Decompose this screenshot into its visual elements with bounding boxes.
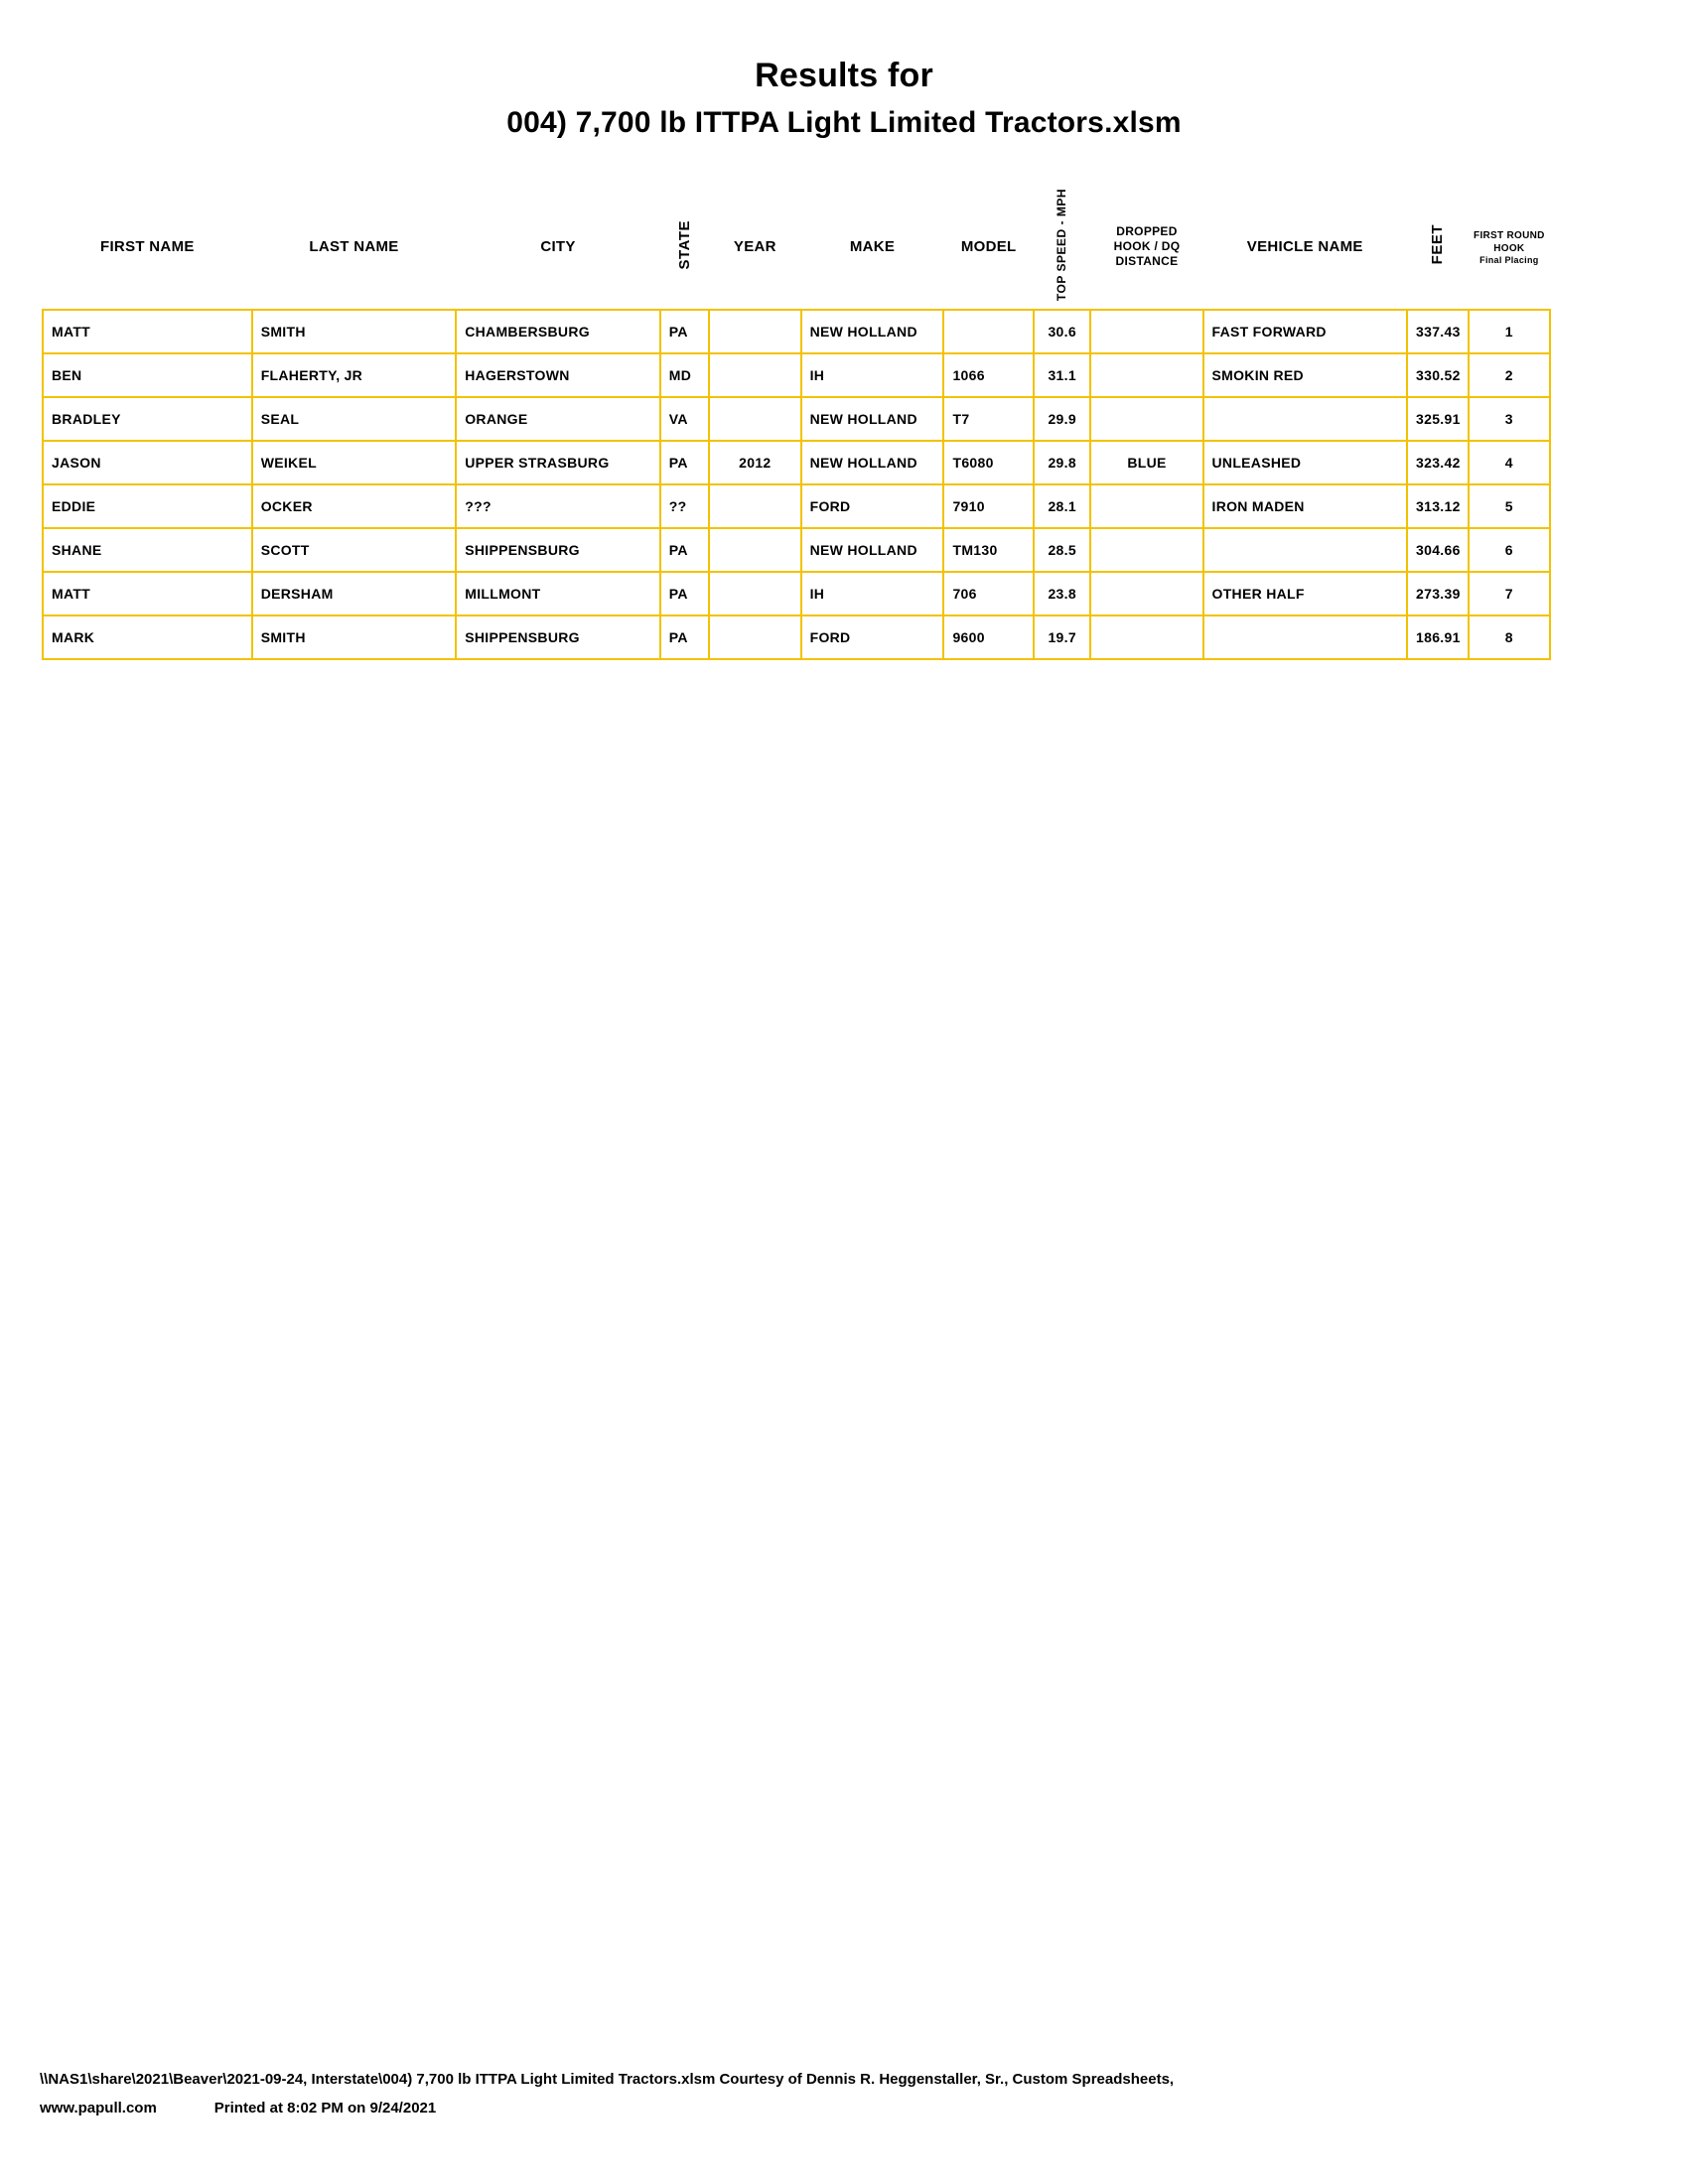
cell-placing: 8 xyxy=(1469,615,1550,659)
document-footer xyxy=(40,2066,1174,2122)
header-final-placing xyxy=(1469,185,1550,310)
cell-dropped xyxy=(1090,484,1202,528)
cell-dropped xyxy=(1090,615,1202,659)
cell-top-speed: 31.1 xyxy=(1034,353,1091,397)
cell-placing: 2 xyxy=(1469,353,1550,397)
cell-feet: 273.39 xyxy=(1407,572,1469,615)
cell-model: TM130 xyxy=(943,528,1033,572)
cell-year xyxy=(709,528,800,572)
header-model: MODEL xyxy=(960,238,1017,256)
header-top-speed-label: TOP SPEED - MPH xyxy=(1055,189,1069,302)
cell-city: SHIPPENSBURG xyxy=(456,528,660,572)
cell-first-name: SHANE xyxy=(43,528,252,572)
cell-state: PA xyxy=(660,528,709,572)
cell-model: 7910 xyxy=(943,484,1033,528)
cell-state: PA xyxy=(660,441,709,484)
cell-feet: 323.42 xyxy=(1407,441,1469,484)
cell-vehicle-name: IRON MADEN xyxy=(1203,484,1408,528)
cell-feet: 313.12 xyxy=(1407,484,1469,528)
results-table-body xyxy=(43,310,1550,659)
cell-dropped xyxy=(1090,528,1202,572)
cell-vehicle-name: OTHER HALF xyxy=(1203,572,1408,615)
cell-top-speed: 29.9 xyxy=(1034,397,1091,441)
cell-state: PA xyxy=(660,615,709,659)
cell-make: NEW HOLLAND xyxy=(801,528,944,572)
cell-last-name: SCOTT xyxy=(252,528,457,572)
header-dropped-line-2: HOOK / DQ xyxy=(1113,239,1181,254)
title-line-1: Results for xyxy=(755,57,933,94)
cell-year: 2012 xyxy=(709,441,800,484)
cell-last-name: SMITH xyxy=(252,615,457,659)
table-row xyxy=(43,397,1550,441)
cell-placing: 1 xyxy=(1469,310,1550,353)
cell-model: 1066 xyxy=(943,353,1033,397)
header-state-label: STATE xyxy=(675,219,693,270)
cell-last-name: SEAL xyxy=(252,397,457,441)
cell-feet: 304.66 xyxy=(1407,528,1469,572)
cell-first-name: EDDIE xyxy=(43,484,252,528)
cell-vehicle-name xyxy=(1203,397,1408,441)
cell-city: UPPER STRASBURG xyxy=(456,441,660,484)
results-table xyxy=(42,185,1551,660)
header-dropped-line-1: DROPPED xyxy=(1116,224,1178,239)
cell-make: FORD xyxy=(801,484,944,528)
cell-state: PA xyxy=(660,572,709,615)
header-feet-label: FEET xyxy=(1429,224,1447,265)
title-line-2: 004) 7,700 lb ITTPA Light Limited Tractors.xlsm xyxy=(506,105,1182,139)
cell-state: ?? xyxy=(660,484,709,528)
cell-top-speed: 28.1 xyxy=(1034,484,1091,528)
cell-top-speed: 23.8 xyxy=(1034,572,1091,615)
header-dropped-line-3: DISTANCE xyxy=(1115,254,1179,269)
footer-printed: Printed at 8:02 PM on 9/24/2021 xyxy=(213,2099,437,2116)
cell-first-name: BRADLEY xyxy=(43,397,252,441)
cell-first-name: JASON xyxy=(43,441,252,484)
cell-make: IH xyxy=(801,572,944,615)
header-year: YEAR xyxy=(733,238,776,256)
cell-feet: 186.91 xyxy=(1407,615,1469,659)
cell-first-name: MATT xyxy=(43,572,252,615)
cell-model xyxy=(943,310,1033,353)
cell-city: HAGERSTOWN xyxy=(456,353,660,397)
cell-placing: 6 xyxy=(1469,528,1550,572)
header-state xyxy=(660,185,709,310)
cell-dropped xyxy=(1090,310,1202,353)
cell-year xyxy=(709,397,800,441)
cell-vehicle-name: UNLEASHED xyxy=(1203,441,1408,484)
cell-state: MD xyxy=(660,353,709,397)
footer-line-2 xyxy=(40,2095,1174,2123)
cell-placing: 7 xyxy=(1469,572,1550,615)
header-feet xyxy=(1407,185,1469,310)
table-row xyxy=(43,484,1550,528)
results-table-wrapper xyxy=(42,185,1646,660)
cell-model: T7 xyxy=(943,397,1033,441)
cell-top-speed: 28.5 xyxy=(1034,528,1091,572)
table-row xyxy=(43,353,1550,397)
cell-year xyxy=(709,615,800,659)
table-row xyxy=(43,615,1550,659)
footer-website: www.papull.com xyxy=(40,2099,157,2116)
cell-city: ??? xyxy=(456,484,660,528)
cell-feet: 330.52 xyxy=(1407,353,1469,397)
cell-first-name: MATT xyxy=(43,310,252,353)
cell-dropped xyxy=(1090,353,1202,397)
cell-vehicle-name: SMOKIN RED xyxy=(1203,353,1408,397)
header-first-name: FIRST NAME xyxy=(100,238,195,256)
table-row xyxy=(43,441,1550,484)
header-city: CITY xyxy=(540,238,576,256)
cell-make: NEW HOLLAND xyxy=(801,397,944,441)
header-placing-line-2: HOOK xyxy=(1493,242,1525,254)
cell-top-speed: 29.8 xyxy=(1034,441,1091,484)
cell-placing: 3 xyxy=(1469,397,1550,441)
document-title-block xyxy=(0,0,1688,143)
cell-feet: 325.91 xyxy=(1407,397,1469,441)
header-row xyxy=(43,185,1550,310)
cell-model: T6080 xyxy=(943,441,1033,484)
cell-placing: 4 xyxy=(1469,441,1550,484)
header-dropped-hook xyxy=(1090,185,1202,310)
footer-path: \\NAS1\share\2021\Beaver\2021-09-24, Interstate\004) 7,700 lb ITTPA Light Limited Tractors.xlsm Courtesy of Dennis R. Heggenstaller, Sr., Custom Spreadsheets, xyxy=(40,2071,1175,2088)
cell-feet: 337.43 xyxy=(1407,310,1469,353)
cell-city: MILLMONT xyxy=(456,572,660,615)
cell-top-speed: 30.6 xyxy=(1034,310,1091,353)
header-top-speed xyxy=(1034,185,1091,310)
table-row xyxy=(43,572,1550,615)
cell-make: NEW HOLLAND xyxy=(801,310,944,353)
table-row xyxy=(43,310,1550,353)
header-make: MAKE xyxy=(849,238,896,256)
cell-dropped: BLUE xyxy=(1090,441,1202,484)
cell-dropped xyxy=(1090,572,1202,615)
cell-make: NEW HOLLAND xyxy=(801,441,944,484)
header-placing-line-1: FIRST ROUND xyxy=(1474,229,1545,241)
cell-year xyxy=(709,353,800,397)
header-placing-line-3: Final Placing xyxy=(1479,254,1539,265)
cell-make: IH xyxy=(801,353,944,397)
cell-first-name: MARK xyxy=(43,615,252,659)
cell-last-name: SMITH xyxy=(252,310,457,353)
cell-last-name: FLAHERTY, JR xyxy=(252,353,457,397)
cell-vehicle-name: FAST FORWARD xyxy=(1203,310,1408,353)
table-row xyxy=(43,528,1550,572)
header-last-name: LAST NAME xyxy=(309,238,399,256)
cell-dropped xyxy=(1090,397,1202,441)
cell-state: VA xyxy=(660,397,709,441)
cell-top-speed: 19.7 xyxy=(1034,615,1091,659)
cell-city: SHIPPENSBURG xyxy=(456,615,660,659)
results-table-head xyxy=(43,185,1550,310)
cell-last-name: DERSHAM xyxy=(252,572,457,615)
cell-vehicle-name xyxy=(1203,528,1408,572)
header-vehicle-name: VEHICLE NAME xyxy=(1246,238,1363,256)
cell-placing: 5 xyxy=(1469,484,1550,528)
cell-year xyxy=(709,310,800,353)
cell-model: 706 xyxy=(943,572,1033,615)
cell-first-name: BEN xyxy=(43,353,252,397)
cell-year xyxy=(709,572,800,615)
cell-vehicle-name xyxy=(1203,615,1408,659)
cell-last-name: OCKER xyxy=(252,484,457,528)
cell-make: FORD xyxy=(801,615,944,659)
cell-year xyxy=(709,484,800,528)
cell-model: 9600 xyxy=(943,615,1033,659)
cell-city: CHAMBERSBURG xyxy=(456,310,660,353)
cell-city: ORANGE xyxy=(456,397,660,441)
cell-last-name: WEIKEL xyxy=(252,441,457,484)
cell-state: PA xyxy=(660,310,709,353)
